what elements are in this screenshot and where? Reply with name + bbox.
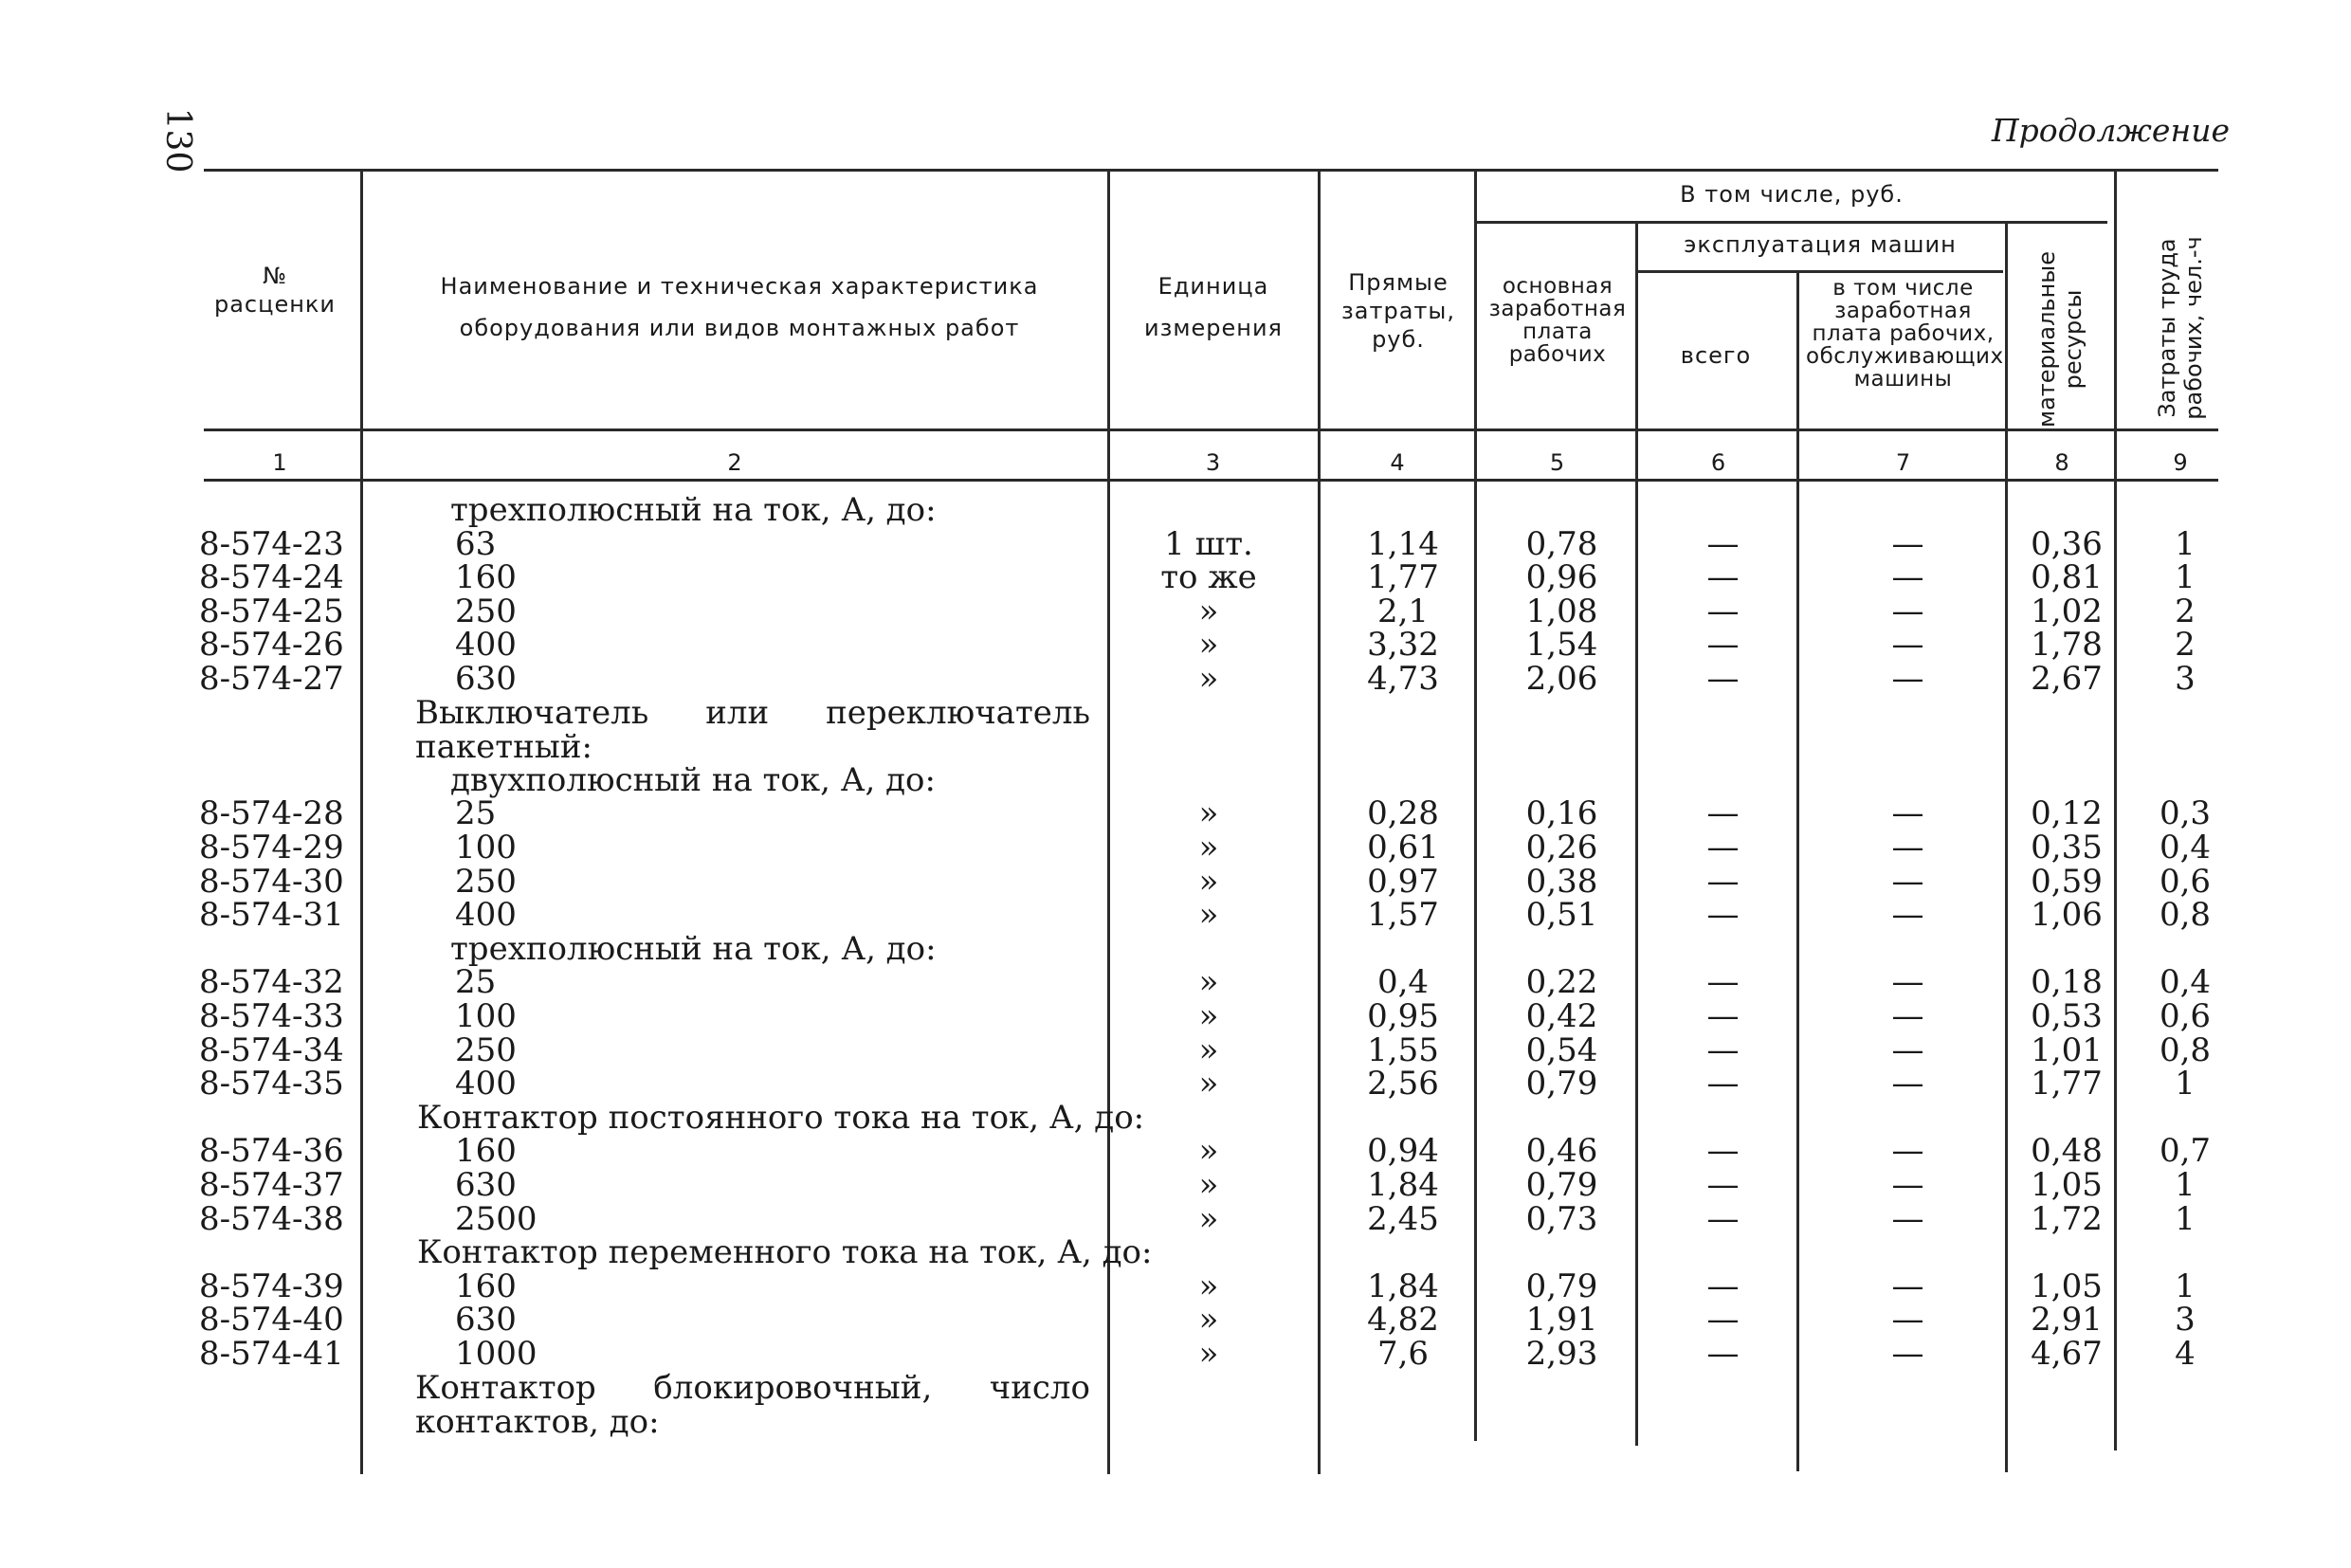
colnum-4: 4 — [1390, 449, 1405, 476]
row-wages: 0,78 — [1525, 524, 1598, 563]
row-wages: 0,96 — [1525, 558, 1598, 597]
row-unit: » — [1198, 1335, 1219, 1373]
row-direct-costs: 2,1 — [1376, 592, 1430, 630]
row-name: 630 — [455, 1301, 517, 1340]
row-wages: 0,73 — [1525, 1199, 1598, 1238]
row-materials: 1,78 — [2031, 626, 2103, 665]
row-unit: » — [1198, 592, 1219, 630]
header-materials: материальные ресурсы — [2033, 251, 2087, 428]
row-code: 8-574-24 — [199, 558, 344, 597]
row-unit: » — [1198, 862, 1219, 901]
row-machines-total: — — [1706, 1335, 1740, 1373]
table-row — [0, 1301, 2351, 1340]
row-labor: 3 — [2175, 660, 2196, 698]
row-name: 25 — [455, 963, 497, 1002]
continuation-label: Продолжение — [1991, 112, 2230, 149]
row-code: 8-574-38 — [199, 1199, 344, 1238]
header-machines-total: всего — [1680, 342, 1752, 369]
row-labor: 0,3 — [2159, 794, 2212, 833]
row-materials: 0,53 — [2031, 997, 2103, 1035]
row-name: 1000 — [455, 1335, 538, 1373]
row-unit: » — [1198, 1065, 1219, 1103]
row-code: 8-574-41 — [199, 1335, 344, 1373]
colnum-5: 5 — [1549, 449, 1565, 476]
row-unit: » — [1198, 1030, 1219, 1069]
colnum-2: 2 — [727, 449, 742, 476]
row-name: 250 — [455, 862, 517, 901]
row-machines-total: — — [1706, 1065, 1740, 1103]
table-row — [0, 1337, 2351, 1371]
section-heading: Контактор блокировочный, число контактов, до: — [415, 1368, 1090, 1441]
row-code: 8-574-39 — [199, 1267, 344, 1305]
row-machines-total: — — [1706, 626, 1740, 665]
row-machine-wages: — — [1891, 626, 1924, 665]
row-direct-costs: 0,94 — [1367, 1132, 1439, 1171]
row-direct-costs: 1,55 — [1367, 1030, 1439, 1069]
row-direct-costs: 0,28 — [1367, 794, 1439, 833]
row-code: 8-574-28 — [199, 794, 344, 833]
table-row — [0, 963, 2351, 1002]
row-materials: 0,36 — [2031, 524, 2103, 563]
row-code: 8-574-26 — [199, 626, 344, 665]
row-name: 630 — [455, 1166, 517, 1204]
row-machines-total: — — [1706, 963, 1740, 1002]
row-unit: » — [1198, 1267, 1219, 1305]
row-code: 8-574-37 — [199, 1166, 344, 1204]
table-row — [0, 1132, 2351, 1171]
row-materials: 0,12 — [2031, 794, 2103, 833]
table-row — [0, 524, 2351, 563]
row-direct-costs: 0,97 — [1367, 862, 1439, 901]
section-subheading — [0, 493, 2351, 527]
row-labor: 2 — [2175, 592, 2196, 630]
row-direct-costs: 2,56 — [1367, 1065, 1439, 1103]
row-direct-costs: 1,57 — [1367, 896, 1439, 935]
table-row — [0, 1030, 2351, 1069]
row-wages: 0,79 — [1525, 1267, 1598, 1305]
row-machine-wages: — — [1891, 1065, 1924, 1103]
table-row — [0, 862, 2351, 901]
row-wages: 0,22 — [1525, 963, 1598, 1002]
row-materials: 0,35 — [2031, 829, 2103, 866]
table-row — [0, 594, 2351, 629]
row-labor: 3 — [2175, 1301, 2196, 1340]
row-materials: 1,06 — [2031, 896, 2103, 935]
row-labor: 0,6 — [2159, 862, 2212, 901]
row-name: 250 — [455, 592, 517, 630]
row-labor: 1 — [2175, 1166, 2196, 1204]
row-code: 8-574-34 — [199, 1030, 344, 1069]
row-wages: 2,06 — [1525, 660, 1598, 698]
row-materials: 2,91 — [2031, 1301, 2103, 1340]
row-machine-wages: — — [1891, 1301, 1924, 1340]
row-machines-total: — — [1706, 1301, 1740, 1340]
row-machine-wages: — — [1891, 997, 1924, 1035]
row-code: 8-574-27 — [199, 660, 344, 698]
row-unit: 1 шт. — [1164, 524, 1253, 563]
row-materials: 0,59 — [2031, 862, 2103, 901]
row-machines-total: — — [1706, 660, 1740, 698]
row-code: 8-574-35 — [199, 1065, 344, 1103]
row-name: 100 — [455, 829, 517, 866]
row-labor: 0,7 — [2159, 1132, 2212, 1171]
row-machine-wages: — — [1891, 794, 1924, 833]
row-machines-total: — — [1706, 1166, 1740, 1204]
row-name: Контактор переменного тока на ток, А, до: — [417, 1233, 1153, 1272]
row-labor: 1 — [2175, 1199, 2196, 1238]
row-name: 2500 — [455, 1199, 538, 1238]
row-labor: 1 — [2175, 524, 2196, 563]
row-unit: » — [1198, 626, 1219, 665]
row-machine-wages: — — [1891, 862, 1924, 901]
row-code: 8-574-36 — [199, 1132, 344, 1171]
row-name: 400 — [455, 626, 517, 665]
table-row — [0, 1269, 2351, 1304]
row-code: 8-574-29 — [199, 829, 344, 866]
row-machine-wages: — — [1891, 1335, 1924, 1373]
row-unit: » — [1198, 896, 1219, 935]
row-labor: 4 — [2175, 1335, 2196, 1373]
colnum-8: 8 — [2054, 449, 2069, 476]
row-unit: » — [1198, 1199, 1219, 1238]
row-name: 400 — [455, 1065, 517, 1103]
row-labor: 0,6 — [2159, 997, 2212, 1035]
colnum-9: 9 — [2173, 449, 2188, 476]
row-machine-wages: — — [1891, 558, 1924, 597]
row-labor: 0,8 — [2159, 1030, 2212, 1069]
header-machines: эксплуатация машин — [1684, 231, 1957, 258]
row-direct-costs: 2,45 — [1367, 1199, 1439, 1238]
section-heading: Выключатель или переключатель пакетный: — [415, 693, 1090, 766]
colnum-1: 1 — [272, 449, 287, 476]
section-subheading — [0, 1098, 2351, 1137]
row-labor: 0,4 — [2159, 963, 2212, 1002]
header-machine-wages: в том числе заработная плата рабочих, обслуживающих машины — [1806, 276, 2004, 392]
row-labor: 1 — [2175, 1267, 2196, 1305]
header-direct-costs: Прямые затраты, руб. — [1341, 269, 1455, 353]
page-number: 130 — [158, 107, 197, 173]
row-materials: 0,18 — [2031, 963, 2103, 1002]
row-wages: 1,91 — [1525, 1301, 1598, 1340]
row-wages: 0,51 — [1525, 896, 1598, 935]
row-unit: » — [1198, 794, 1219, 833]
row-labor: 1 — [2175, 558, 2196, 597]
row-materials: 0,48 — [2031, 1132, 2103, 1171]
row-labor: 0,4 — [2159, 829, 2212, 866]
table-row — [0, 1199, 2351, 1238]
row-wages: 0,54 — [1525, 1030, 1598, 1069]
row-direct-costs: 4,82 — [1367, 1301, 1439, 1340]
row-wages: 1,54 — [1525, 626, 1598, 665]
row-unit: » — [1198, 997, 1219, 1035]
row-direct-costs: 0,61 — [1367, 829, 1439, 866]
header-bottom-border — [204, 428, 2218, 431]
row-materials: 4,67 — [2031, 1335, 2103, 1373]
row-name: трехполюсный на ток, А, до: — [450, 491, 937, 529]
row-machines-total: — — [1706, 592, 1740, 630]
row-wages: 0,42 — [1525, 997, 1598, 1035]
row-wages: 0,26 — [1525, 829, 1598, 866]
header-wages: основная заработная плата рабочих — [1488, 274, 1627, 367]
row-direct-costs: 3,32 — [1367, 626, 1439, 665]
colnum-3: 3 — [1205, 449, 1221, 476]
row-machines-total: — — [1706, 997, 1740, 1035]
row-code: 8-574-23 — [199, 524, 344, 563]
row-materials: 1,01 — [2031, 1030, 2103, 1069]
row-machine-wages: — — [1891, 1199, 1924, 1238]
row-name: 100 — [455, 997, 517, 1035]
header-code: № расценки — [213, 263, 337, 318]
row-unit: » — [1198, 1132, 1219, 1171]
section-subheading — [0, 760, 2351, 799]
row-materials: 1,77 — [2031, 1065, 2103, 1103]
table-row — [0, 662, 2351, 696]
row-name: 630 — [455, 660, 517, 698]
row-machines-total: — — [1706, 794, 1740, 833]
table-row — [0, 558, 2351, 597]
row-code: 8-574-40 — [199, 1301, 344, 1340]
row-unit: то же — [1160, 558, 1257, 597]
row-code: 8-574-25 — [199, 592, 344, 630]
row-direct-costs: 1,14 — [1367, 524, 1439, 563]
row-materials: 1,05 — [2031, 1267, 2103, 1305]
row-direct-costs: 7,6 — [1376, 1335, 1430, 1373]
row-name: 63 — [455, 524, 497, 563]
table-row — [0, 1168, 2351, 1202]
row-labor: 2 — [2175, 626, 2196, 665]
row-machine-wages: — — [1891, 829, 1924, 866]
row-materials: 1,05 — [2031, 1166, 2103, 1204]
row-direct-costs: 1,84 — [1367, 1267, 1439, 1305]
section-subheading — [0, 1233, 2351, 1272]
row-direct-costs: 0,95 — [1367, 997, 1439, 1035]
row-wages: 0,79 — [1525, 1166, 1598, 1204]
table-row — [0, 794, 2351, 833]
row-machines-total: — — [1706, 524, 1740, 563]
row-wages: 0,46 — [1525, 1132, 1598, 1171]
colnum-7: 7 — [1895, 449, 1911, 476]
row-name: трехполюсный на ток, А, до: — [450, 929, 937, 968]
row-labor: 0,8 — [2159, 896, 2212, 935]
row-name: 25 — [455, 794, 497, 833]
row-name: 160 — [455, 1132, 517, 1171]
row-materials: 1,02 — [2031, 592, 2103, 630]
row-wages: 0,38 — [1525, 862, 1598, 901]
header-name: Наименование и техническая характеристика оборудования или видов монтажных работ — [440, 273, 1039, 341]
row-wages: 0,79 — [1525, 1065, 1598, 1103]
row-unit: » — [1198, 963, 1219, 1002]
table-top-border — [204, 169, 2218, 172]
row-machine-wages: — — [1891, 660, 1924, 698]
row-direct-costs: 4,73 — [1367, 660, 1439, 698]
table-row — [0, 830, 2351, 865]
row-name: двухполюсный на ток, А, до: — [450, 760, 936, 799]
row-direct-costs: 1,84 — [1367, 1166, 1439, 1204]
row-machines-total: — — [1706, 896, 1740, 935]
table-row — [0, 999, 2351, 1033]
row-machine-wages: — — [1891, 1132, 1924, 1171]
table-row — [0, 1067, 2351, 1101]
row-name: 160 — [455, 1267, 517, 1305]
row-machines-total: — — [1706, 558, 1740, 597]
row-unit: » — [1198, 829, 1219, 866]
row-machine-wages: — — [1891, 963, 1924, 1002]
row-machines-total: — — [1706, 1199, 1740, 1238]
row-wages: 0,16 — [1525, 794, 1598, 833]
group-underline — [1477, 221, 2107, 224]
row-code: 8-574-33 — [199, 997, 344, 1035]
row-machine-wages: — — [1891, 1267, 1924, 1305]
row-machine-wages: — — [1891, 1166, 1924, 1204]
colnum-6: 6 — [1710, 449, 1726, 476]
row-machine-wages: — — [1891, 1030, 1924, 1069]
colnum-bottom-border — [204, 479, 2218, 482]
row-wages: 1,08 — [1525, 592, 1598, 630]
row-machines-total: — — [1706, 862, 1740, 901]
header-group: В том числе, руб. — [1680, 181, 1904, 208]
table-row — [0, 626, 2351, 665]
table-row — [0, 896, 2351, 935]
row-machines-total: — — [1706, 1267, 1740, 1305]
row-code: 8-574-30 — [199, 862, 344, 901]
row-machines-total: — — [1706, 1030, 1740, 1069]
row-direct-costs: 0,4 — [1376, 963, 1430, 1002]
row-unit: » — [1198, 1301, 1219, 1340]
row-materials: 0,81 — [2031, 558, 2103, 597]
row-wages: 2,93 — [1525, 1335, 1598, 1373]
row-code: 8-574-32 — [199, 963, 344, 1002]
row-machine-wages: — — [1891, 896, 1924, 935]
section-subheading — [0, 929, 2351, 968]
row-materials: 1,72 — [2031, 1199, 2103, 1238]
row-machines-total: — — [1706, 1132, 1740, 1171]
row-name: 250 — [455, 1030, 517, 1069]
machines-underline — [1638, 270, 2003, 273]
row-name: 400 — [455, 896, 517, 935]
row-labor: 1 — [2175, 1065, 2196, 1103]
row-name: 160 — [455, 558, 517, 597]
row-unit: » — [1198, 1166, 1219, 1204]
row-unit: » — [1198, 660, 1219, 698]
header-labor: Затраты труда рабочих, чел.-ч — [2154, 236, 2207, 420]
header-unit: Единица измерения — [1144, 273, 1283, 341]
row-machines-total: — — [1706, 829, 1740, 866]
row-name: Контактор постоянного тока на ток, А, до: — [417, 1098, 1145, 1137]
row-machine-wages: — — [1891, 592, 1924, 630]
row-materials: 2,67 — [2031, 660, 2103, 698]
row-code: 8-574-31 — [199, 896, 344, 935]
row-direct-costs: 1,77 — [1367, 558, 1439, 597]
row-machine-wages: — — [1891, 524, 1924, 563]
